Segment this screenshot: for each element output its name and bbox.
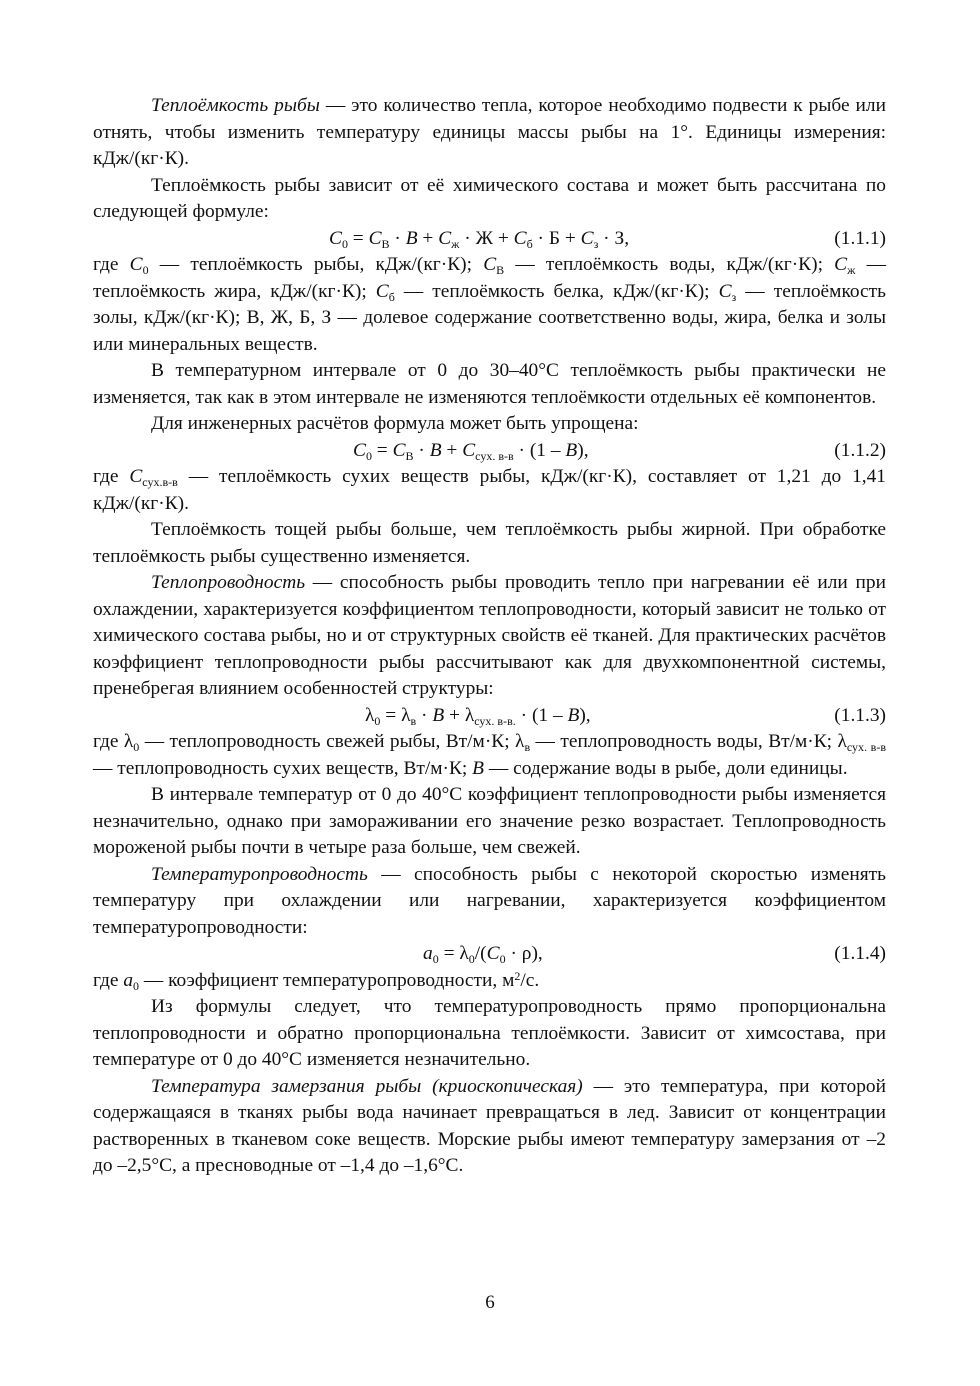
formula-number: (1.1.2)	[834, 439, 886, 461]
term: Температура замерзания рыбы (криоскопическая)	[151, 1075, 583, 1097]
paragraph: Для инженерных расчётов формула может быть упрощена:	[151, 413, 639, 434]
page-number: 6	[485, 1292, 495, 1313]
paragraph: Температура замерзания рыбы (криоскопическая) — это температура, при которой содержащаяся в тканях рыбы вода начинает превращаться в лед. Зависит от концентрации растворенных в тканевом соке веществ. Морские рыбы имеют температуру замерзания от –2 до –2,5°С, а пресноводные от –1,4 до –1,6°С.	[93, 1075, 886, 1176]
formula-1-1-4	[93, 941, 886, 968]
body-text	[93, 93, 886, 1180]
paragraph	[93, 93, 886, 173]
paragraph: Из формулы следует, что температуропроводность прямо пропорциональна теплопроводности и обратно пропорциональна теплоёмкости. Зависит от химсостава, при температуре от 0 до 40°С изменяется незначительно.	[93, 996, 886, 1070]
formula-1-1-1	[93, 226, 886, 253]
paragraph: Теплоёмкость тощей рыбы больше, чем теплоёмкость рыбы жирной. При обработке теплоёмкость рыбы существенно изменяется.	[93, 519, 886, 567]
formula-expression: $a_0 = \lambda_0/(C_0 \cdot \rho)$,	[423, 943, 543, 967]
paragraph	[93, 173, 886, 226]
paragraph: Температуропроводность — способность рыбы с некоторой скоростью изменять температуру при охлаждении или нагревании, характеризуется коэффициентом температуропроводности:	[93, 863, 886, 938]
paragraph: где $C_0$ — теплоёмкость рыбы, кДж/(кг·К); $C_В$ — теплоёмкость воды, кДж/(кг·К); $C_ж$ — теплоёмкость жира, кДж/(кг·К); $C_б$ — теплоёмкость белка, кДж/(кг·К); $C_з$ — теплоёмкость золы, кДж/(кг·К); В, Ж, Б, З — долевое содержание соответственно воды, жира, белка и золы или минеральных веществ.	[93, 254, 886, 355]
formula-number: (1.1.4)	[834, 943, 886, 964]
formula-expression: $C_0 = C_В \cdot B + C_{сух. в-в} \cdot (1 - B)$,	[353, 439, 589, 463]
paragraph: где $C_{сух.в-в}$ — теплоёмкость сухих веществ рыбы, кДж/(кг·К), составляет от 1,21 до 1,41 кДж/(кг·К).	[93, 466, 887, 514]
term: Температуропроводность	[151, 863, 368, 885]
term: Теплопроводность	[151, 572, 306, 593]
paragraph: В температурном интервале от 0 до 30–40°С теплоёмкость рыбы практически не изменяется, так как в этом интервале не изменяются теплоёмкости отдельных её компонентов.	[93, 360, 886, 408]
formula-number: (1.1.1)	[834, 227, 886, 249]
paragraph: Теплопроводность — способность рыбы проводить тепло при нагревании её или при охлаждении, характеризуется коэффициентом теплопроводности, который зависит не только от химического состава рыбы, но и от структурных свойств её тканей. Для практических расчётов коэффициент теплопроводности рыбы рассчитывают как для двухкомпонентной системы, пренебрегая влиянием особенностей структуры:	[93, 572, 886, 699]
paragraph: где $\lambda_0$ — теплопроводность свежей рыбы, Вт/м·К; $\lambda_в$ — теплопроводность воды, Вт/м·К; $\lambda_{сух. в-в}$ — теплопроводность сухих веществ, Вт/м·К; B — содержание воды в рыбе, доли единицы.	[93, 731, 886, 779]
text: — это количество тепла, которое необходимо подвести к рыбе или отнять, чтобы изменить температуру единицы массы рыбы на 1°. Единицы измерения: кДж/(кг·К).	[93, 95, 886, 169]
text: Теплоёмкость рыбы зависит от её химического состава и может быть рассчитана по следующей формуле:	[93, 174, 886, 222]
formula-expression: $\lambda_0 = \lambda_в \cdot B + \lambda_{сух. в-в.} \cdot (1 - B)$,	[365, 704, 591, 728]
paragraph: В интервале температур от 0 до 40°С коэффициент теплопроводности рыбы изменяется незначительно, однако при замораживании его значение резко возрастает. Теплопроводность мороженой рыбы почти в четыре раза больше, чем свежей.	[93, 784, 886, 858]
formula-expression: $C_0 = C_В \cdot B + C_ж \cdot Ж + C_б \cdot Б + C_з \cdot З$,	[329, 227, 630, 251]
formula-1-1-2	[93, 438, 886, 465]
formula-number: (1.1.3)	[834, 704, 886, 726]
paragraph: где $a_0$ — коэффициент температуропроводности, $м^2/с$.	[93, 968, 540, 993]
formula-1-1-3	[93, 703, 886, 730]
term: Теплоёмкость рыбы	[151, 95, 320, 116]
